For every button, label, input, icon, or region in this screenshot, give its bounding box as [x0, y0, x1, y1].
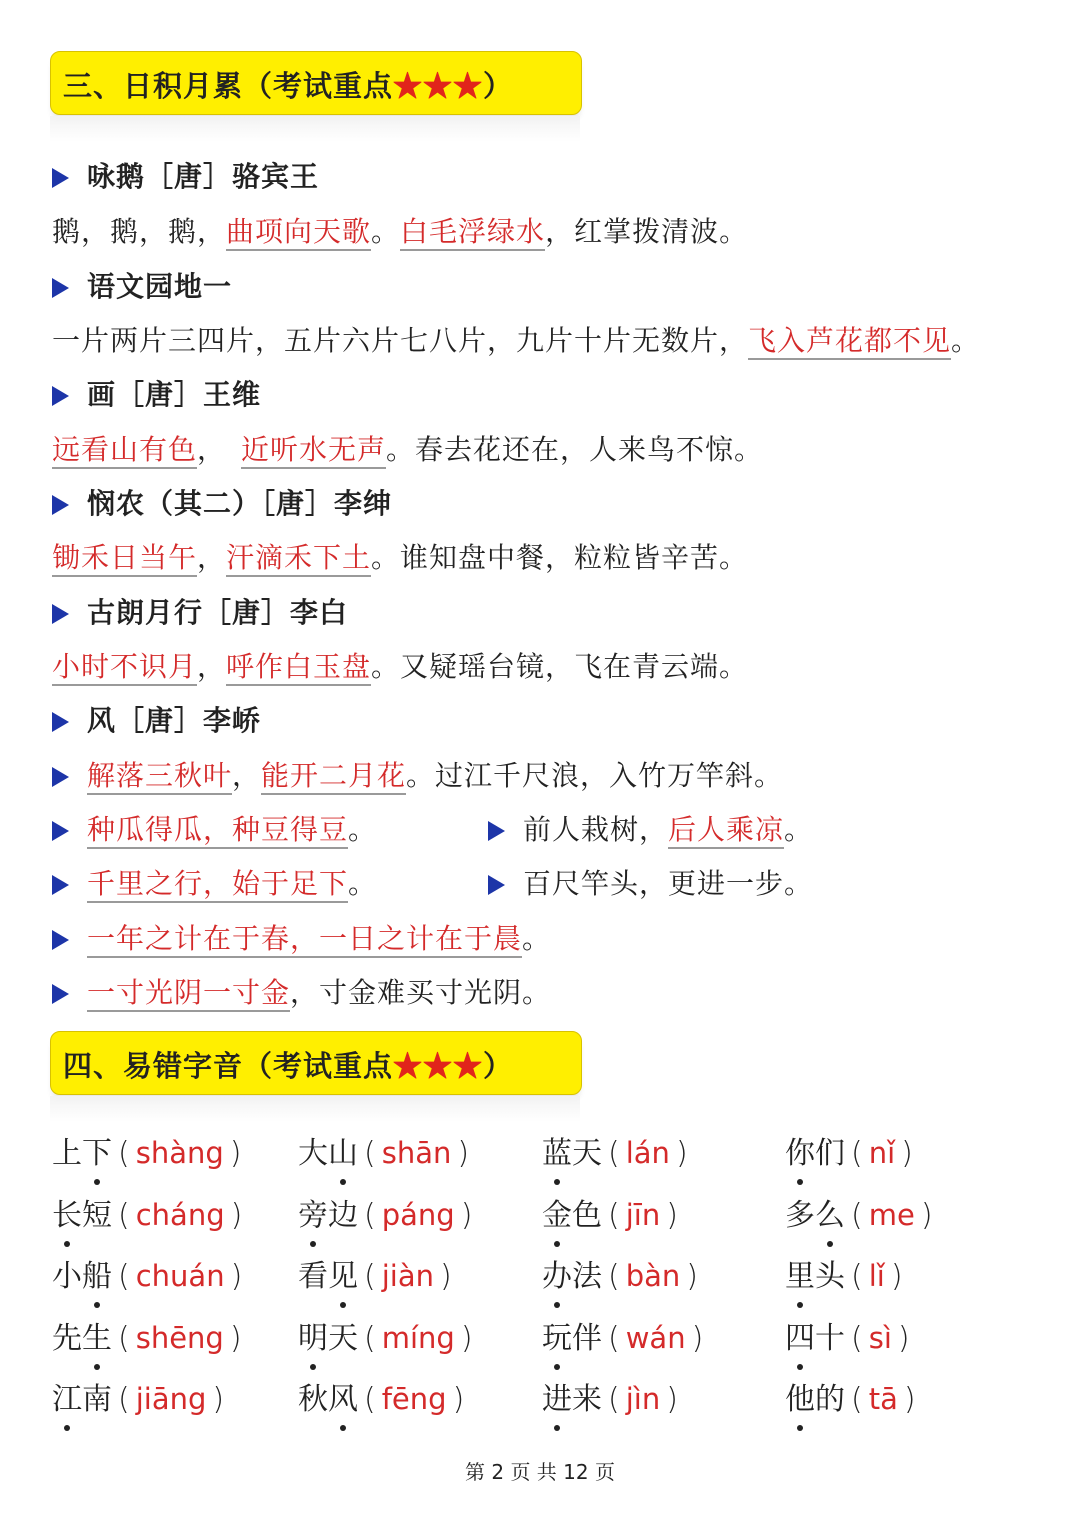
bullet-triangle-icon [52, 821, 69, 841]
word [298, 1194, 358, 1238]
text-segment: 画［唐］王维 [87, 378, 262, 411]
marked-character: 玩 [542, 1317, 572, 1361]
character: 天 [328, 1321, 358, 1356]
pinyin-entry [298, 1377, 470, 1422]
stars-rating: ★★★ [393, 69, 484, 103]
text-segment: ， [232, 759, 262, 792]
pinyin-reading: jiāng [135, 1382, 207, 1416]
word [542, 1317, 602, 1361]
pinyin-entry [785, 1316, 916, 1361]
paren-close: ) [230, 1259, 243, 1294]
key-phrase: 锄禾日当午 [52, 541, 197, 577]
paren-open: ( [608, 1136, 620, 1171]
key-phrase: 呼作白玉盘 [226, 650, 371, 686]
word [52, 1194, 112, 1238]
marked-character: 四 [785, 1317, 815, 1361]
character: 小 [52, 1259, 82, 1294]
paren-close: ) [666, 1382, 678, 1417]
marked-character: 里 [785, 1255, 815, 1299]
pinyin-reading: páng [381, 1198, 455, 1232]
marked-character: 生 [82, 1317, 112, 1361]
key-phrase: 飞入芦花都不见 [748, 324, 951, 360]
word [785, 1378, 845, 1422]
text-segment: 悯农（其二）［唐］李绅 [87, 487, 393, 520]
paren-close: ) [439, 1259, 452, 1294]
word [785, 1317, 845, 1361]
paren-close: ) [903, 1382, 916, 1417]
marked-character: 江 [52, 1378, 82, 1422]
poem-heading [52, 593, 348, 633]
key-phrase: 远看山有色 [52, 433, 197, 469]
key-phrase: 白毛浮绿水 [400, 215, 545, 251]
character: 法 [572, 1259, 602, 1294]
marked-character: 金 [542, 1194, 572, 1238]
section-title-3: 三、日积月累（考试重点★★★） [63, 69, 514, 103]
text-segment: 百尺竿头，更进一步。 [523, 867, 814, 900]
pinyin-reading: nǐ [868, 1136, 896, 1170]
text-segment: 。过江千尺浪，入竹万竿斜。 [406, 759, 784, 792]
marked-character: 你 [785, 1132, 815, 1176]
character: 先 [52, 1321, 82, 1356]
pinyin-entry [52, 1377, 230, 1422]
pinyin-reading: fēng [381, 1382, 447, 1416]
word [785, 1194, 845, 1238]
paren-close: ) [212, 1382, 225, 1417]
paren-open: ( [851, 1198, 863, 1233]
paren-open: ( [608, 1198, 620, 1233]
character: 伴 [572, 1321, 602, 1356]
bullet-triangle-icon [52, 278, 69, 298]
paren-open: ( [851, 1382, 863, 1417]
pinyin-reading: shān [381, 1136, 452, 1170]
marked-character: 蓝 [542, 1132, 572, 1176]
text-segment: 语文园地一 [87, 270, 233, 303]
pinyin-entry [298, 1193, 478, 1238]
pinyin-entry [52, 1131, 248, 1176]
character: 大 [298, 1136, 328, 1171]
pinyin-reading: bàn [625, 1259, 681, 1293]
word [52, 1132, 112, 1176]
paren-close: ) [920, 1198, 933, 1233]
paren-open: ( [118, 1321, 130, 1356]
marked-character: 船 [82, 1255, 112, 1299]
paren-open: ( [118, 1136, 130, 1171]
character: 色 [572, 1198, 602, 1233]
character: 看 [298, 1259, 328, 1294]
pinyin-entry [542, 1254, 704, 1299]
character: 南 [82, 1382, 112, 1417]
marked-character: 进 [542, 1378, 572, 1422]
paren-open: ( [364, 1259, 376, 1294]
bullet-triangle-icon [52, 604, 69, 624]
paren-close: ) [460, 1198, 473, 1233]
stars-rating: ★★★ [393, 1049, 484, 1083]
marked-character: 风 [328, 1378, 358, 1422]
pinyin-entry [52, 1193, 248, 1238]
pinyin-reading: sì [868, 1321, 892, 1355]
paren-open: ( [364, 1382, 376, 1417]
pinyin-reading: shàng [135, 1136, 224, 1170]
bullet-triangle-icon [52, 930, 69, 950]
paren-close: ) [691, 1321, 704, 1356]
paren-close: ) [890, 1259, 903, 1294]
page-footer: 第 2 页 共 12 页 [465, 1460, 615, 1484]
word [298, 1255, 358, 1299]
poem-heading [52, 375, 261, 415]
character: 们 [815, 1136, 845, 1171]
character: 十 [815, 1321, 845, 1356]
text-segment: 古朗月行［唐］李白 [87, 596, 349, 629]
marked-character: 见 [328, 1255, 358, 1299]
text-segment: 鹅，鹅，鹅， [52, 215, 227, 248]
paren-close: ) [230, 1198, 243, 1233]
text-segment: 。谁知盘中餐，粒粒皆辛苦。 [371, 541, 749, 574]
pinyin-entry [542, 1131, 694, 1176]
pinyin-entry [298, 1131, 475, 1176]
marked-character: 么 [815, 1194, 845, 1238]
text-segment: 。 [951, 324, 981, 357]
pinyin-entry [542, 1193, 684, 1238]
text-segment: ， [197, 541, 227, 574]
marked-character: 旁 [298, 1194, 328, 1238]
key-phrase: 后人乘凉 [668, 813, 784, 849]
paren-open: ( [608, 1382, 620, 1417]
bullet-triangle-icon [488, 875, 505, 895]
poem-heading [52, 157, 319, 197]
text-segment: 前人栽树， [523, 813, 669, 846]
word [298, 1317, 358, 1361]
text-segment: 。 [371, 215, 401, 248]
pinyin-entry [542, 1377, 684, 1422]
poem-heading [52, 701, 261, 741]
paren-close: ) [901, 1136, 913, 1171]
pinyin-entry [785, 1254, 909, 1299]
word [52, 1317, 112, 1361]
poem-line [52, 538, 748, 578]
key-phrase: 近听水无声 [241, 433, 386, 469]
text-segment: 一片两片三四片，五片六片七八片，九片十片无数片， [52, 324, 749, 357]
word [298, 1378, 358, 1422]
pinyin-reading: wán [625, 1321, 686, 1355]
paren-close: ) [452, 1382, 465, 1417]
paren-open: ( [608, 1321, 620, 1356]
word [52, 1255, 112, 1299]
pinyin-entry [785, 1377, 922, 1422]
word [785, 1255, 845, 1299]
marked-character: 山 [328, 1132, 358, 1176]
paren-open: ( [118, 1198, 130, 1233]
text-segment: ，红掌拨清波。 [545, 215, 749, 248]
pinyin-reading: me [868, 1198, 915, 1232]
bullet-triangle-icon [52, 386, 69, 406]
paren-open: ( [608, 1259, 620, 1294]
header-shadow [50, 116, 580, 142]
word [542, 1194, 602, 1238]
paren-close: ) [686, 1259, 698, 1294]
pinyin-reading: jìn [625, 1382, 661, 1416]
paren-close: ) [457, 1136, 470, 1171]
paren-open: ( [364, 1198, 376, 1233]
poem-line [52, 430, 763, 470]
word [785, 1132, 845, 1176]
text-segment: 。 [784, 813, 814, 846]
pinyin-reading: chuán [135, 1259, 225, 1293]
paren-close: ) [675, 1136, 688, 1171]
paren-close: ) [460, 1321, 473, 1356]
paren-open: ( [364, 1136, 376, 1171]
text-segment: 。春去花还在，人来鸟不惊。 [386, 433, 764, 466]
key-phrase: 能开二月花 [261, 759, 406, 795]
pinyin-entry [542, 1316, 709, 1361]
key-phrase: 千里之行，始于足下 [87, 867, 348, 903]
character: 边 [328, 1198, 358, 1233]
paren-close: ) [897, 1321, 910, 1356]
pinyin-reading: míng [381, 1321, 455, 1355]
poem-heading [52, 267, 232, 307]
section-header-4 [50, 1031, 582, 1095]
paren-open: ( [364, 1321, 376, 1356]
word [542, 1378, 602, 1422]
marked-character: 办 [542, 1255, 572, 1299]
key-phrase: 解落三秋叶 [87, 759, 232, 795]
bullet-triangle-icon [52, 875, 69, 895]
paren-open: ( [118, 1382, 130, 1417]
section-header-3 [50, 51, 582, 115]
pinyin-reading: lán [625, 1136, 670, 1170]
paren-open: ( [851, 1259, 863, 1294]
pinyin-reading: shēng [135, 1321, 224, 1355]
pinyin-entry [52, 1316, 248, 1361]
paren-open: ( [851, 1136, 863, 1171]
character: 头 [815, 1259, 845, 1294]
paren-open: ( [118, 1259, 130, 1294]
poem-line [52, 647, 748, 687]
pinyin-reading: tā [868, 1382, 898, 1416]
proverb-line [52, 864, 377, 904]
poem-heading [52, 484, 392, 524]
key-phrase: 汗滴禾下土 [226, 541, 371, 577]
pinyin-entry [785, 1131, 919, 1176]
paren-open: ( [851, 1321, 863, 1356]
paren-close: ) [229, 1136, 242, 1171]
key-phrase: 曲项向天歌 [226, 215, 371, 251]
bullet-triangle-icon [52, 984, 69, 1004]
pinyin-reading: jiàn [381, 1259, 434, 1293]
word [542, 1132, 602, 1176]
bullet-triangle-icon [52, 767, 69, 787]
pinyin-entry [298, 1316, 479, 1361]
proverb-line [488, 864, 813, 904]
key-phrase: 一寸光阴一寸金 [87, 976, 290, 1012]
character: 天 [572, 1136, 602, 1171]
bullet-triangle-icon [488, 821, 505, 841]
text-segment: ， [197, 433, 242, 466]
bullet-triangle-icon [52, 712, 69, 732]
text-segment: 。 [348, 813, 378, 846]
text-segment: 。 [522, 922, 552, 955]
pinyin-reading: cháng [135, 1198, 225, 1232]
proverb-line [488, 810, 813, 850]
key-phrase: 小时不识月 [52, 650, 197, 686]
text-segment: ， [197, 650, 227, 683]
marked-character: 长 [52, 1194, 82, 1238]
paren-close: ) [229, 1321, 242, 1356]
bullet-triangle-icon [52, 168, 69, 188]
character: 短 [82, 1198, 112, 1233]
character: 的 [815, 1382, 845, 1417]
header-shadow [50, 1096, 580, 1122]
paren-close: ) [666, 1198, 678, 1233]
marked-character: 明 [298, 1317, 328, 1361]
bullet-triangle-icon [52, 495, 69, 515]
proverb-line [52, 919, 551, 959]
pinyin-entry [298, 1254, 458, 1299]
character: 来 [572, 1382, 602, 1417]
section-title-4: 四、易错字音（考试重点★★★） [63, 1049, 514, 1083]
marked-character: 他 [785, 1378, 815, 1422]
character: 秋 [298, 1382, 328, 1417]
word [52, 1378, 112, 1422]
key-phrase: 种瓜得瓜，种豆得豆 [87, 813, 348, 849]
word [298, 1132, 358, 1176]
key-phrase: 一年之计在于春，一日之计在于晨 [87, 922, 522, 958]
pinyin-reading: jīn [625, 1198, 661, 1232]
proverb-line [52, 973, 551, 1013]
text-segment: 咏鹅［唐］骆宾王 [87, 160, 320, 193]
pinyin-entry [785, 1193, 939, 1238]
poem-heading [52, 756, 783, 796]
pinyin-entry [52, 1254, 248, 1299]
pinyin-reading: lǐ [868, 1259, 885, 1293]
text-segment: 。又疑瑶台镜，飞在青云端。 [371, 650, 749, 683]
character: 多 [785, 1198, 815, 1233]
poem-line [52, 321, 980, 361]
marked-character: 下 [82, 1132, 112, 1176]
word [542, 1255, 602, 1299]
text-segment: 。 [348, 867, 378, 900]
proverb-line [52, 810, 377, 850]
text-segment: ，寸金难买寸光阴。 [290, 976, 552, 1009]
text-segment: 风［唐］李峤 [87, 704, 262, 737]
character: 上 [52, 1136, 82, 1171]
poem-line [52, 212, 748, 252]
